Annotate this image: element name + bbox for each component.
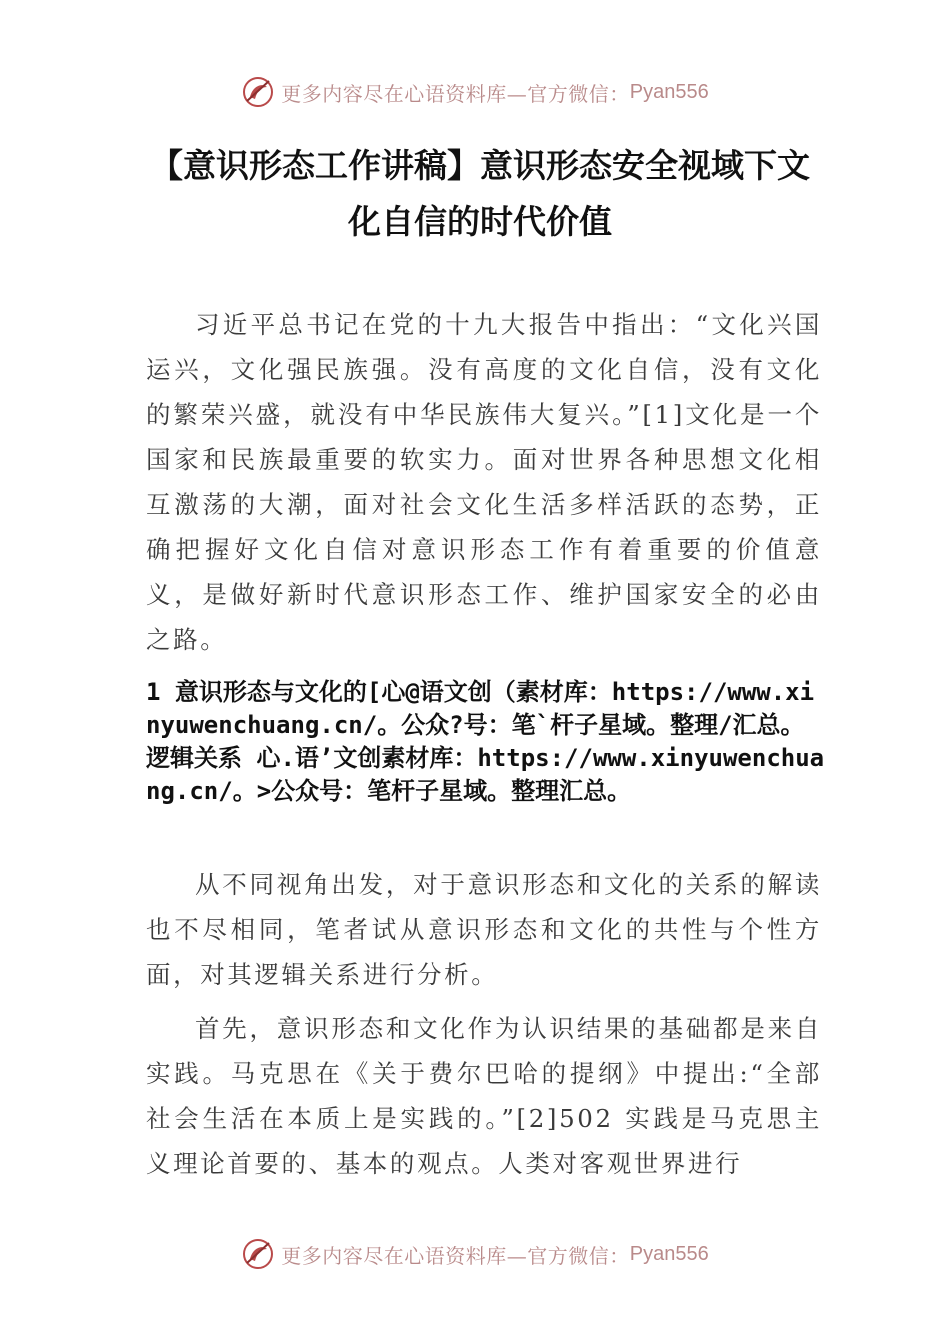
section-heading-1: 1 意识形态与文化的[心@语文创（素材库：https://www.xinyuwenchuang.cn/。公众?号：笔`杆子星域。整理/汇总。逻辑关系 心.语’文创素材库：https://www.xinyuwenchuang.cn/。>公众号：笔杆子星域。整理汇总。	[146, 678, 825, 805]
watermark-handle: Pyan556	[629, 80, 709, 103]
paragraph-perspective: 从不同视角出发，对于意识形态和文化的关系的解读也不尽相同，笔者试从意识形态和文化的共性与个性方面，对其逻辑关系进行分析。	[146, 870, 822, 989]
paragraph-intro: 习近平总书记在党的十九大报告中指出：“文化兴国运兴，文化强民族强。没有高度的文化自信，没有文化的繁荣兴盛，就没有中华民族伟大复兴。”[1]文化是一个国家和民族最重要的软实力。面对世界各种思想文化相互激荡的大潮，面对社会文化生活多样活跃的态势，正确把握好文化自信对意识形态工作有着重要的价值意义，是做好新时代意识形态工作、维护国家安全的必由之路。	[146, 310, 822, 654]
footer-watermark	[0, 1234, 950, 1274]
watermark-text: 更多内容尽在心语资料库—官方微信：	[281, 81, 630, 106]
brand-logo-icon	[241, 75, 275, 109]
document-title: 【意识形态工作讲稿】意识形态安全视域下文化自信的时代价值	[150, 146, 810, 241]
header-watermark	[0, 72, 950, 112]
brand-logo-icon	[241, 1237, 275, 1271]
paragraph-practice: 首先，意识形态和文化作为认识结果的基础都是来自实践。马克思在《关于费尔巴哈的提纲》中提出:“全部社会生活在本质上是实践的。”[2]502 实践是马克思主义理论首要的、基本的观点。人类对客观世界进行	[146, 1014, 822, 1178]
watermark-handle: Pyan556	[629, 1242, 709, 1265]
watermark-text: 更多内容尽在心语资料库—官方微信：	[281, 1243, 630, 1268]
